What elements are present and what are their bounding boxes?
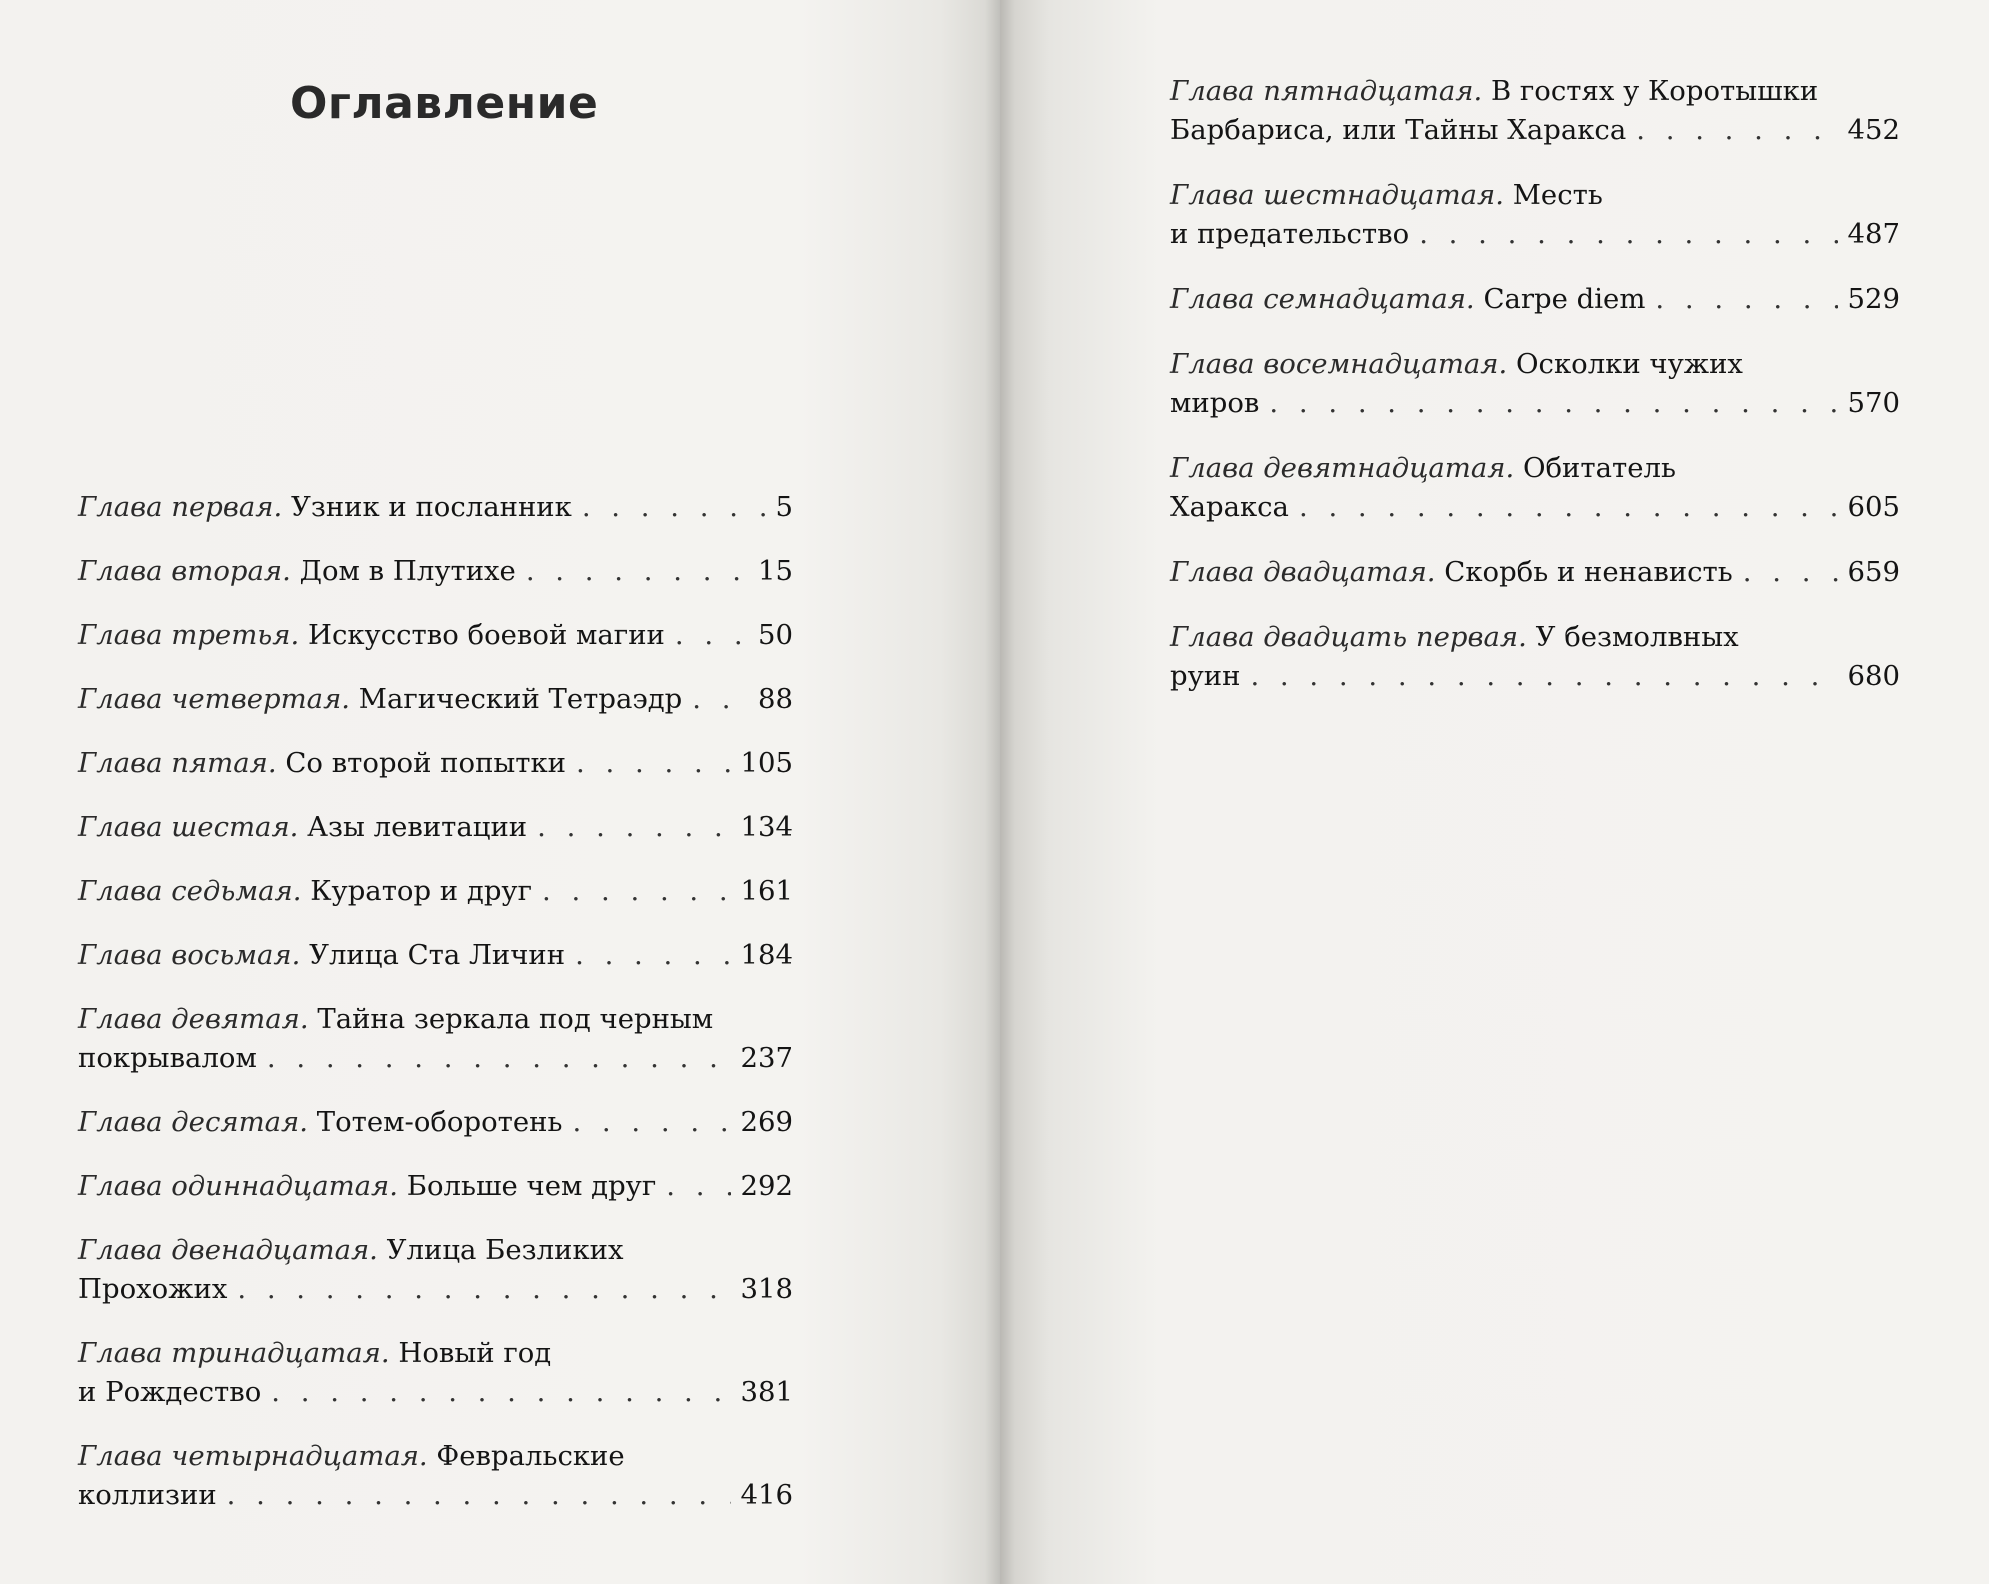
- chapter-title: Скорбь и ненависть: [1444, 556, 1733, 588]
- leader-dots: [1269, 384, 1837, 423]
- chapter-title-continued: Прохожих: [78, 1273, 228, 1305]
- leader-dots: [1419, 215, 1837, 254]
- toc-entry-text: [78, 1167, 656, 1206]
- toc-entry-row: [1170, 657, 1900, 696]
- toc-entry-row: [78, 872, 793, 911]
- toc-entry-first-line: [78, 1000, 793, 1039]
- chapter-title-continued: Харакса: [1170, 491, 1289, 523]
- chapter-title: В гостях у Коротышки: [1490, 75, 1819, 107]
- page-number: 105: [740, 747, 793, 779]
- book-gutter: [985, 0, 1015, 1584]
- page-number: 318: [740, 1273, 793, 1305]
- toc-entry: [1170, 72, 1900, 150]
- toc-entry-first-line: [78, 1231, 793, 1270]
- leader-dots: [526, 552, 748, 591]
- chapter-title: Магический Тетраэдр: [358, 683, 683, 715]
- toc-entry-first-line: [78, 1334, 793, 1373]
- chapter-label: Глава восьмая.: [78, 939, 301, 971]
- toc-right-column: [1170, 72, 1900, 722]
- toc-entry-text: [78, 872, 532, 911]
- toc-entry: [1170, 553, 1900, 592]
- toc-entry-row: [78, 1270, 793, 1309]
- toc-entry-text: [78, 1103, 562, 1142]
- leader-dots: [1743, 553, 1838, 592]
- toc-entry-row: [78, 744, 793, 783]
- chapter-title: Февральские: [436, 1440, 625, 1472]
- chapter-label: Глава пятнадцатая.: [1170, 75, 1483, 107]
- chapter-title-continued: коллизии: [78, 1479, 217, 1511]
- toc-entry-first-line: [1170, 72, 1900, 111]
- toc-entry-row: [78, 1373, 793, 1412]
- toc-entry-first-line: [78, 1437, 793, 1476]
- chapter-title-continued: и предательство: [1170, 218, 1410, 250]
- leader-dots: [237, 1270, 730, 1309]
- toc-entry: [78, 1334, 793, 1412]
- page-number: 161: [740, 875, 793, 907]
- toc-entry-row: [78, 552, 793, 591]
- chapter-label: Глава первая.: [78, 491, 283, 523]
- leader-dots: [1655, 280, 1837, 319]
- chapter-title: Куратор и друг: [310, 875, 533, 907]
- leader-dots: [537, 808, 730, 847]
- chapter-title: Азы левитации: [307, 811, 528, 843]
- page-number: 487: [1847, 218, 1900, 250]
- page-title: Оглавление: [290, 78, 599, 129]
- toc-entry-first-line: [1170, 345, 1900, 384]
- toc-entry-row: [1170, 553, 1900, 592]
- leader-dots: [576, 744, 730, 783]
- right-page: [1000, 0, 1989, 1584]
- toc-entry-text: [1170, 280, 1645, 319]
- toc-entry: [78, 616, 793, 655]
- toc-entry: [78, 1000, 793, 1078]
- chapter-label: Глава седьмая.: [78, 875, 302, 907]
- leader-dots: [542, 872, 730, 911]
- toc-entry-text: [78, 552, 516, 591]
- chapter-label: Глава восемнадцатая.: [1170, 348, 1508, 380]
- chapter-label: Глава одиннадцатая.: [78, 1170, 399, 1202]
- chapter-title: Новый год: [398, 1337, 552, 1369]
- toc-entry: [78, 680, 793, 719]
- chapter-label: Глава двенадцатая.: [78, 1234, 378, 1266]
- chapter-title: Дом в Плутихе: [299, 555, 516, 587]
- page-number: 416: [740, 1479, 793, 1511]
- toc-entry-row: [78, 1167, 793, 1206]
- chapter-title: Тотем-оборотень: [316, 1106, 563, 1138]
- page-number: 50: [758, 619, 793, 651]
- chapter-title: Тайна зеркала под черным: [317, 1003, 714, 1035]
- chapter-title: Улица Безликих: [386, 1234, 624, 1266]
- chapter-label: Глава девятая.: [78, 1003, 309, 1035]
- toc-entry-row: [78, 1039, 793, 1078]
- page-number: 237: [740, 1042, 793, 1074]
- leader-dots: [666, 1167, 730, 1206]
- chapter-title: Больше чем друг: [406, 1170, 657, 1202]
- toc-entry-row: [78, 488, 793, 527]
- page-number: 381: [740, 1376, 793, 1408]
- chapter-label: Глава вторая.: [78, 555, 291, 587]
- page-number: 452: [1847, 114, 1900, 146]
- toc-entry-row: [1170, 384, 1900, 423]
- leader-dots: [692, 680, 748, 719]
- toc-entry: [78, 1231, 793, 1309]
- toc-entry-row: [1170, 111, 1900, 150]
- chapter-label: Глава третья.: [78, 619, 300, 651]
- toc-entry: [1170, 449, 1900, 527]
- chapter-label: Глава десятая.: [78, 1106, 308, 1138]
- chapter-title: Искусство боевой магии: [307, 619, 665, 651]
- chapter-title: Месть: [1512, 179, 1603, 211]
- leader-dots: [1636, 111, 1837, 150]
- page-number: 269: [740, 1106, 793, 1138]
- chapter-title: Carpe diem: [1483, 283, 1646, 315]
- page-number: 134: [740, 811, 793, 843]
- chapter-title-continued: руин: [1170, 660, 1241, 692]
- chapter-label: Глава семнадцатая.: [1170, 283, 1475, 315]
- leader-dots: [582, 488, 766, 527]
- chapter-label: Глава шестнадцатая.: [1170, 179, 1505, 211]
- page-number: 570: [1847, 387, 1900, 419]
- chapter-label: Глава двадцать первая.: [1170, 621, 1527, 653]
- toc-entry: [1170, 618, 1900, 696]
- toc-entry-row: [78, 1103, 793, 1142]
- page-number: 529: [1847, 283, 1900, 315]
- leader-dots: [572, 1103, 730, 1142]
- toc-entry: [78, 1437, 793, 1515]
- page-number: 184: [740, 939, 793, 971]
- chapter-title-continued: покрывалом: [78, 1042, 257, 1074]
- toc-entry-row: [1170, 488, 1900, 527]
- toc-entry-text: [1170, 553, 1733, 592]
- toc-left-column: [78, 488, 793, 1540]
- toc-entry-row: [78, 616, 793, 655]
- toc-entry: [78, 872, 793, 911]
- toc-entry-row: [1170, 280, 1900, 319]
- toc-entry-text: [78, 680, 682, 719]
- leader-dots: [575, 936, 730, 975]
- chapter-title-continued: миров: [1170, 387, 1260, 419]
- chapter-label: Глава четвертая.: [78, 683, 351, 715]
- toc-entry-row: [1170, 215, 1900, 254]
- toc-entry: [1170, 280, 1900, 319]
- toc-entry-text: [78, 936, 565, 975]
- toc-entry-row: [78, 808, 793, 847]
- toc-entry: [1170, 345, 1900, 423]
- leader-dots: [1250, 657, 1837, 696]
- toc-entry-text: [78, 808, 527, 847]
- page-number: 88: [758, 683, 793, 715]
- chapter-title: Со второй попытки: [285, 747, 567, 779]
- page-number: 15: [758, 555, 793, 587]
- toc-entry: [78, 552, 793, 591]
- toc-entry-text: [78, 488, 572, 527]
- toc-entry: [78, 744, 793, 783]
- toc-entry-first-line: [1170, 618, 1900, 657]
- toc-entry: [78, 488, 793, 527]
- toc-entry-row: [78, 680, 793, 719]
- page-number: 5: [775, 491, 793, 523]
- page-number: 605: [1847, 491, 1900, 523]
- toc-entry: [78, 808, 793, 847]
- chapter-title: Обитатель: [1522, 452, 1676, 484]
- toc-entry: [78, 936, 793, 975]
- chapter-title: У безмолвных: [1535, 621, 1739, 653]
- toc-entry-first-line: [1170, 449, 1900, 488]
- toc-entry-row: [78, 1476, 793, 1515]
- leader-dots: [267, 1039, 731, 1078]
- page-number: 659: [1847, 556, 1900, 588]
- toc-entry-text: [78, 616, 665, 655]
- chapter-title-continued: Барбариса, или Тайны Харакса: [1170, 114, 1627, 146]
- chapter-title: Улица Ста Личин: [309, 939, 566, 971]
- leader-dots: [675, 616, 748, 655]
- toc-entry-row: [78, 936, 793, 975]
- chapter-label: Глава пятая.: [78, 747, 277, 779]
- leader-dots: [1299, 488, 1838, 527]
- leader-dots: [227, 1476, 731, 1515]
- leader-dots: [271, 1373, 730, 1412]
- toc-entry: [1170, 176, 1900, 254]
- page-number: 680: [1847, 660, 1900, 692]
- chapter-label: Глава тринадцатая.: [78, 1337, 390, 1369]
- chapter-title: Узник и посланник: [290, 491, 572, 523]
- chapter-label: Глава девятнадцатая.: [1170, 452, 1515, 484]
- page-number: 292: [740, 1170, 793, 1202]
- toc-entry: [78, 1167, 793, 1206]
- chapter-title-continued: и Рождество: [78, 1376, 262, 1408]
- chapter-title: Осколки чужих: [1516, 348, 1743, 380]
- toc-entry: [78, 1103, 793, 1142]
- chapter-label: Глава шестая.: [78, 811, 299, 843]
- chapter-label: Глава двадцатая.: [1170, 556, 1436, 588]
- chapter-label: Глава четырнадцатая.: [78, 1440, 428, 1472]
- toc-entry-first-line: [1170, 176, 1900, 215]
- toc-entry-text: [78, 744, 566, 783]
